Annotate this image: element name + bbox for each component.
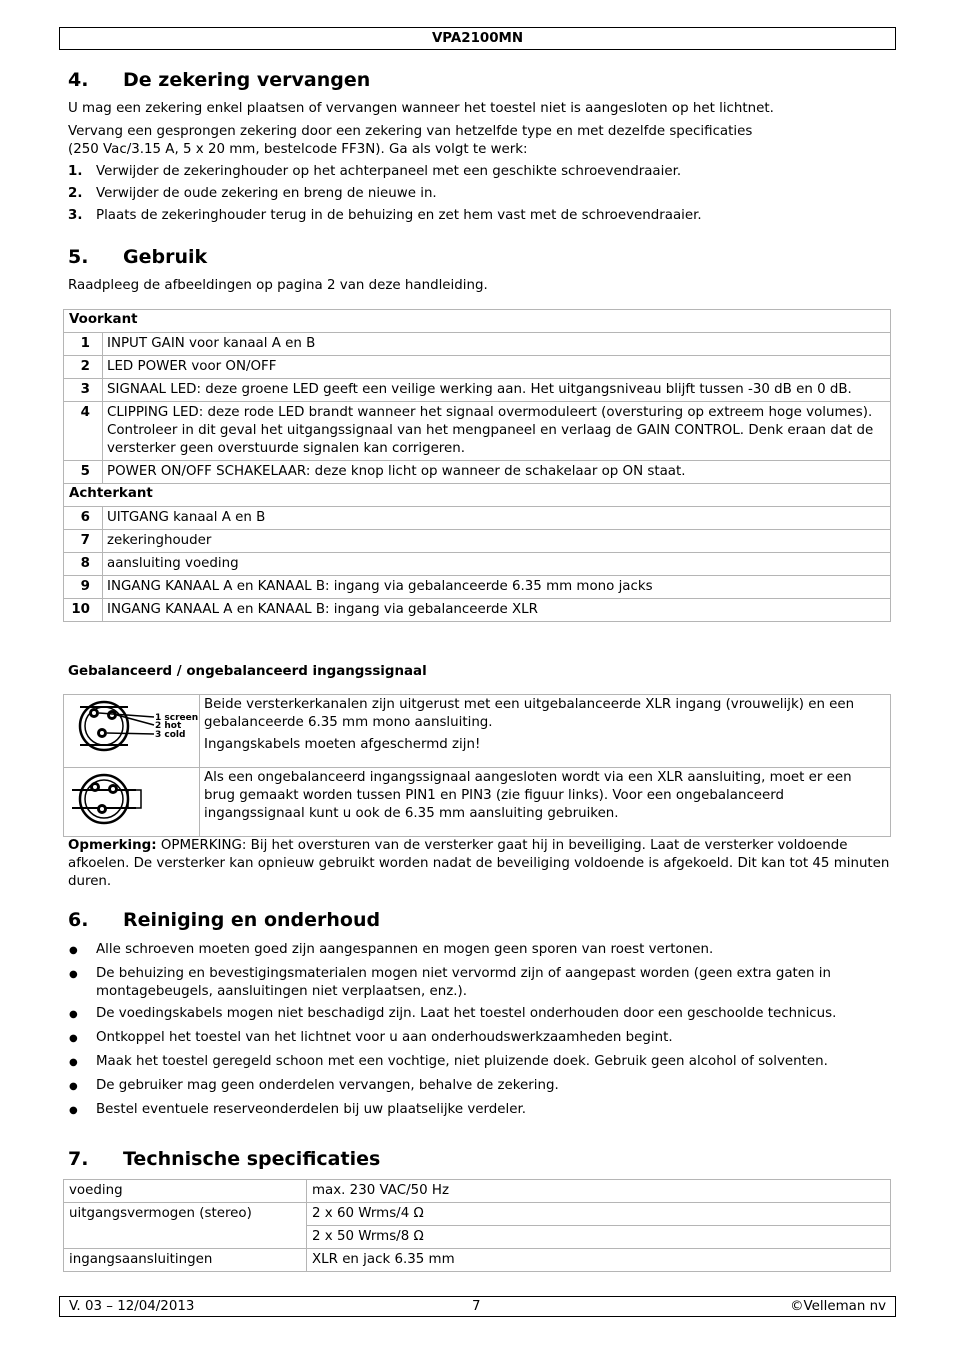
table-row: 1 INPUT GAIN voor kanaal A en B <box>64 333 891 356</box>
section-title: Technische specificaties <box>123 1148 381 1170</box>
table-row: 6 UITGANG kanaal A en B <box>64 507 891 530</box>
xlr-connector-icon <box>64 695 199 761</box>
table-section-label: Achterkant <box>64 484 891 507</box>
list-item: 1. Verwijder de zekeringhouder op het achterpaneel met een geschikte schroevendraaier. <box>68 164 682 179</box>
table-row: ingangsaansluitingen XLR en jack 6.35 mm <box>64 1249 891 1272</box>
page-content <box>68 64 890 295</box>
list-item: ● Bestel eventuele reserveonderdelen bij uw plaatselijke verdeler. <box>69 1102 526 1117</box>
svg-text:1 screen: 1 screen <box>155 713 199 723</box>
model-name: VPA2100MN <box>431 31 524 46</box>
section-number: 6. <box>68 909 89 931</box>
table-row <box>64 310 891 333</box>
section-7-heading <box>68 1147 380 1171</box>
list-item: ● Ontkoppel het toestel van het lichtnet voor u aan onderhoudswerkzaamheden begint. <box>69 1030 673 1045</box>
section-number: 4. <box>68 69 89 91</box>
table-row <box>64 695 891 768</box>
balanced-input-table <box>63 694 891 837</box>
paragraph: Vervang een gesprongen zekering door een zekering van hetzelfde type en met dezelfde specificaties (250 Vac/3.15 A, 5 x 20 mm, bestelcode FF3N). Ga als volgt te werk: <box>68 124 753 157</box>
xlr-balanced-figure <box>64 695 200 768</box>
subsection-title: Gebalanceerd / ongebalanceerd ingangssignaal <box>68 664 427 679</box>
list-item: 3. Plaats de zekeringhouder terug in de behuizing en zet hem vast met de schroevendraaier. <box>68 208 702 223</box>
list-item: ● De gebruiker mag geen onderdelen vervangen, behalve de zekering. <box>69 1078 559 1093</box>
table-section-label: Voorkant <box>64 310 891 333</box>
section-5-heading <box>68 245 890 269</box>
paragraph: Ingangskabels moeten afgeschermd zijn! <box>204 737 481 752</box>
section-number: 7. <box>68 1148 89 1170</box>
section-title: Gebruik <box>123 246 208 268</box>
section-4-heading <box>68 68 890 92</box>
section-title: De zekering vervangen <box>123 69 371 91</box>
paragraph: Beide versterkerkanalen zijn uitgerust met een uitgebalanceerde XLR ingang (vrouwelijk) en een gebalanceerde 6.35 mm mono aansluiting. <box>204 697 855 730</box>
note-text: OPMERKING: Bij het oversturen van de versterker gaat hij in beveiliging. Laat de versterker voldoende afkoelen. De versterker kan opnieuw gebruikt worden nadat de beveiliging voldoende is afgekoeld. Dit kan tot 45 minuten duren. <box>68 838 890 889</box>
paragraph: Raadpleeg de afbeeldingen op pagina 2 van deze handleiding. <box>68 278 488 293</box>
table-row: Als een ongebalanceerd ingangssignaal aangesloten wordt via een XLR aansluiting, moet er een brug gemaakt worden tussen PIN1 en PIN3 (zie figuur links). Voor een ongebalanceerd ingangssignaal kunt u ook de 6.35 mm aansluiting gebruiken. <box>64 768 891 837</box>
spec-table <box>63 1179 891 1272</box>
xlr-bridge-icon <box>64 768 199 830</box>
bullet-list <box>68 941 890 1121</box>
paragraph: U mag een zekering enkel plaatsen of vervangen wanneer het toestel niet is aangesloten op het lichtnet. <box>68 101 774 116</box>
section-6 <box>68 908 890 1121</box>
section-6-heading <box>68 908 890 932</box>
front-back-table <box>63 309 891 622</box>
section-number: 5. <box>68 246 89 268</box>
step-list <box>68 163 890 225</box>
table-row: uitgangsvermogen (stereo) 2 x 60 Wrms/4 Ω <box>64 1203 891 1226</box>
table-row: 5 POWER ON/OFF SCHAKELAAR: deze knop licht op wanneer de schakelaar op ON staat. <box>64 461 891 484</box>
table-row <box>64 484 891 507</box>
list-item: 2. Verwijder de oude zekering en breng de nieuwe in. <box>68 186 437 201</box>
copyright: ©Velleman nv <box>790 1299 886 1314</box>
table-row: 10 INGANG KANAAL A en KANAAL B: ingang via gebalanceerde XLR <box>64 599 891 622</box>
page-header <box>59 27 896 50</box>
table-row: 9 INGANG KANAAL A en KANAAL B: ingang via gebalanceerde 6.35 mm mono jacks <box>64 576 891 599</box>
list-item: ● De behuizing en bevestigingsmaterialen mogen niet vervormd zijn of aangepast worden (geen extra gaten in montagebeugels, aansluitingen niet verplaatsen, enz.). <box>69 966 831 999</box>
note-label: Opmerking: <box>68 838 157 853</box>
table-row: voeding max. 230 VAC/50 Hz <box>64 1180 891 1203</box>
list-item: ● Maak het toestel geregeld schoon met een vochtige, niet pluizende doek. Gebruik geen alcohol of solventen. <box>69 1054 828 1069</box>
xlr-unbalanced-figure <box>64 768 200 837</box>
list-item: ● De voedingskabels mogen niet beschadigd zijn. Laat het toestel onderhouden door een geschoolde technicus. <box>69 1006 837 1021</box>
table-row: 2 x 50 Wrms/8 Ω <box>64 1226 891 1249</box>
section-title: Reiniging en onderhoud <box>123 909 381 931</box>
svg-text:2 hot: 2 hot <box>155 721 182 731</box>
page-footer <box>59 1296 896 1317</box>
version-date: V. 03 – 12/04/2013 <box>69 1299 195 1314</box>
table-row: 4 CLIPPING LED: deze rode LED brandt wanneer het signaal overmoduleert (oversturing op extreem hoge volumes). Controleer in dit geval het uitgangssignaal van het mengpaneel en verlaag de GAIN CONTROL. Denk eraan dat de versterker geen overstuurde signalen kan corrigeren. <box>64 402 891 461</box>
page-number: 7 <box>472 1299 481 1314</box>
table-row: 8 aansluiting voeding <box>64 553 891 576</box>
table-row: 2 LED POWER voor ON/OFF <box>64 356 891 379</box>
table-row: 7 zekeringhouder <box>64 530 891 553</box>
table-row: 3 SIGNAAL LED: deze groene LED geeft een veilige werking aan. Het uitgangsniveau blijft tussen -30 dB en 0 dB. <box>64 379 891 402</box>
note <box>68 837 890 891</box>
list-item: ● Alle schroeven moeten goed zijn aangespannen en mogen geen sporen van roest vertonen. <box>69 942 714 957</box>
svg-text:3 cold: 3 cold <box>155 730 186 740</box>
